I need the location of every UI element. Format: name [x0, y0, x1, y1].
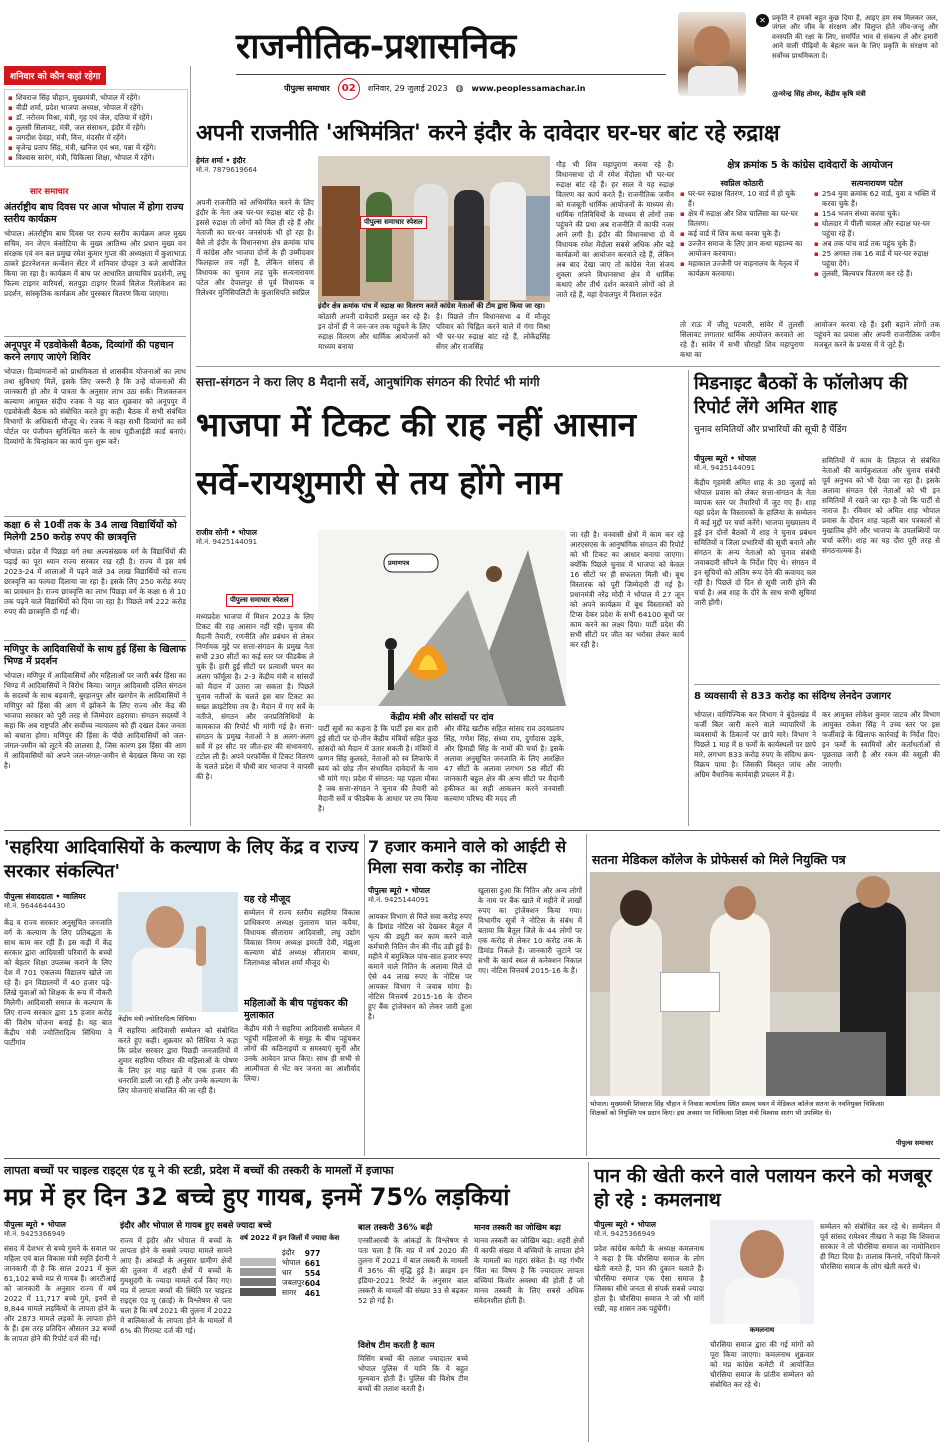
satna-photo: [590, 872, 940, 1096]
masthead-rule: [236, 74, 666, 75]
brief-text: भोपाल। मणिपुर में आदिवासियों और महिलाओं पर जारी बर्बर हिंसा का भिण्ड में आदिवासियों ने विरोध किया। जागृत आदिवासी दलित संगठन के सदस्यों के साथ बड़वानी, बुरहानपुर और खरगोन के आदिवासियों ने मणिपुर को हिंसा की आग में झोंकने के लिए राज्य और केंद्र की भाजपा सरकार को पूरी तरह से जिम्मेदार ठहराया। संगठन सदस्यों ने कहा कि अब राष्ट्रपति और सर्वोच्च न्यायालय को ही दखल देकर जनता को बचाना होगा। मणिपुर की हिंसा के पीछे आदिवासियों को जल-जंगल-जमीन को लूटने की लालसा है, जिस कारण इस हिंसा की आग में आदिवासियों को अपने जल-जंगल-जमीन से बेदखल किया जा रहा है।: [4, 671, 186, 770]
who-where-item: ▪ विश्वास सारंग, मंत्री, चिकित्सा शिक्षा, भोपाल में रहेंगे।: [8, 153, 184, 163]
col3b-text: मिसिंग बच्चों की तलाश ज्यादातर बच्चे भोपाल पुलिस में यानि कि ये बहुत मूल्यवान होती हैं। पुलिस की विशेष टीम बच्चों की तलाश करती है।: [358, 1354, 468, 1393]
column-rule: [588, 1162, 589, 1442]
col4-head: मानव तस्करी का जोखिम बढ़ा: [474, 1223, 561, 1232]
box-item: ▪ तुलसी, बिल्वपत्र वितरण कर रहे हैं।: [814, 269, 940, 279]
minister-photo: [678, 12, 746, 96]
paan-headline: पान की खेती करने वाले पलायन करने को मजबूर हो रहे : कमलनाथ: [594, 1165, 932, 1211]
paan-col1: प्रदेश कांग्रेस कमेटी के अध्यक्ष कमलनाथ ने कहा है कि चौरसिया समाज के लोग खेती करते हैं, पान की दुकान चलाते हैं। चौरसिया समाज एक ऐसा समाज है जिसका सीधे जनता से संपर्क सबसे ज्यादा होता है। चौरसिया समाज ने जो भी मांगें रखी, वह शासन तक पहुंचेंगी।: [594, 1244, 704, 1313]
divider: [4, 830, 940, 831]
who-where-item: ▪ डॉ. नरोत्तम मिश्रा, मंत्री, गृह एवं जेल, दतिया में रहेंगे।: [8, 113, 184, 123]
shah-col1: केंद्रीय गृहमंत्री अमित शाह के 30 जुलाई को भोपाल प्रवास को लेकर सत्ता-संगठन के नेता व्यापक स्तर पर तैयारियों में जुट गए हैं। शाह यहां प्रदेश के विस्तारकों के हालिया के सम्मेलन में कई मुद्दों पर चर्चा करेंगे। भाजपा मुख्यालय में हुई इन दोनों बैठकों में शाह ने चुनाव प्रबंधन समितियों व जिला प्रभारियों की सूची बनाने और संगठन के अन्य नेताओं को चुनाव संबंधी जवाबदारी सौंपने के निर्देश दिए थे। संगठन में इन सूचियों को अंतिम रूप देने की कवायद चल रही है। पिछले दो दिन से सूची जारी होने की चर्चा है। अब शाह के दौरे के साथ सभी सूचियां जारी होंगी।: [694, 478, 816, 607]
brief-text: भोपाल। दिव्यांगजनों को प्राथमिकता से शासकीय योजनाओं का लाभ तथा सुविधाएं मिलें, इसके लिए जरूरी है कि उन्हें योजनाओं की जानकारी हो और वे पात्रता के अनुसार लाभ उठा सकें। निःशक्तजन कल्याण आयुक्त संदीप रजक ने यह बात शुक्रवार को अनूपपुर में एडवोकेसी बैठक को संबोधित करते हुए कही। बैठक में सभी संबंधित विभागों के अधिकारी मौजूद थे। रजक ने कहा सभी दिव्यांगों का सर्वे पोर्टल पर पंजीयन सुनिश्चित करने के साथ यूडीआईडी कार्ड बनाएं। दिव्यांगों के चिन्हांकन का कार्य पुनः शुरू करें।: [4, 367, 186, 446]
byline: पीपुल्स ब्यूरो • भोपाल: [694, 454, 757, 463]
brief-title: मणिपुर के आदिवासियों के साथ हुई हिंसा के खिलाफ भिण्ड में प्रदर्शन: [4, 644, 186, 667]
sahariya-col2: में सहरिया आदिवासी सम्मेलन को संबोधित करते हुए कही। शुक्रवार को सिंधिया ने कहा कि प्रदेश सरकार द्वारा पिछड़ी जनजातियों में शुमार सहरिया परिवार की महिलाओं के पोषण के लिए हर माह खाते में एक हजार की धनराशि डाली जा रही है और उनके कल्याण के लिए योजनाएं संचालित की जा रही हैं।: [118, 1026, 238, 1095]
sahariya-photo: [118, 892, 238, 1012]
brief-2: [4, 340, 186, 523]
district-name: धार: [282, 1268, 292, 1277]
paper-name: पीपुल्स समाचार: [284, 84, 330, 93]
box-item: ▪ कई वार्ड में शिव कथा करवा चुके हैं।: [680, 229, 804, 239]
sahariya-side: [244, 894, 360, 1124]
sahariya-col1: केंद्र व राज्य सरकार अनुसूचित जनजाति वर्ग के कल्याण के लिए प्रतिबद्धता के साथ काम कर रही हैं। इस कड़ी में केंद्र सरकार द्वारा आदिवासी परिवारों के बच्चों को बेहतर शिक्षा उपलब्ध कराने के लिए देश में 701 एकलव्य विद्यालय खोले जा रहे हैं। इन विद्यालयों में 40 हजार पढ़े-लिखे युवाओं को शिक्षक के रूप में नौकरी मिलेगी। आदिवासी समाज के कल्याण के लिए राज्य सरकार द्वारा 15 हजार करोड़ की विशेष योजना बनाई है। यह बात केंद्रीय मंत्री ज्योतिरादित्य सिंधिया ने पार्टीगांव: [4, 918, 112, 1047]
who-where-item: ▪ बृजेन्द्र प्रताप सिंह, मंत्री, खनिज एवं श्रम, पन्ना में रहेंगे।: [8, 143, 184, 153]
col4-text: मानव तस्करी का जोखिम बढ़ा: शहरी क्षेत्रों में काफी संख्या में बच्चियों के लापता होने के मामलों का गहरा संकेत है। यह गंभीर चिंता का विषय है कि ज्यादातर लापता बच्चियां किशोर अवस्था की होती हैं जो मानव तस्करी के लिए सबसे अधिक संवेदनशील होती हैं।: [474, 1236, 584, 1305]
x-logo-icon: ✕: [756, 14, 769, 27]
box-item: ▪ 25 अगस्त तक 16 वार्ड में घर-घर रुद्राक्ष पहुंचा देंगे।: [814, 249, 940, 269]
cartoon-label: प्रमाणपत्र: [388, 559, 410, 567]
quote-box: [672, 8, 940, 104]
missing-col1: संसद में देशभर से बच्चे गुमने के सवाल पर महिला एवं बाल विकास मंत्री स्मृति ईरानी ने जानकारी दी है कि साल 2021 में कुल 61,102 बच्चे मप्र से गायब हैं। आरटीआई को जानकारी के अनुसार राज्य में वर्ष 2022 में 11,717 बच्चे गुमे, इनमें से 8,844 मामले लड़कियों के लापता होने के और 2873 मामले लड़कों के लापता होने के हैं। इस तरह प्रतिदिन औसतन 32 बच्चों के लापता होने की रिपोर्ट दर्ज की गई।: [4, 1244, 116, 1343]
box-item: ▪ उज्जैन समाज के लिए ज्ञान कथा महात्म्य का आयोजन करवाया।: [680, 239, 804, 259]
page-number: 02: [338, 78, 360, 100]
paan-col2: सम्मेलन को संबोधित कर रहे थे। सम्मेलन में पूर्व सांसद रामेश्वर नीखरा ने कहा कि शिवराज सरकार ने तो चौरसिया समाज का नामोनिशान ही मिटा दिया है। तालाब किनारे, नदियों किनारे चौरसिया समाज के लोग खेती करते थे।: [820, 1222, 940, 1271]
story1-col4: गौड़ भी शिव महापुराण करवा रहे हैं। विधानसभा दो में रमेश मेंदोला भी घर-घर रुद्राक्ष बांट रहे हैं। हर साल वे यह रुद्राक्ष वितरण का कार्य करते हैं। राजनीतिक जमीन को मजबूती धार्मिक आयोजनों के माध्यम से। धार्मिक गतिविधियों के माध्यम से लोगों तक पहुंचने की प्रथा अब राजनीति में काफी नजर आने लगी है। इंदौर की विधानसभा दो में विधायक रमेश मेंदोला सबसे अधिक और बड़े कार्यक्रमों का आयोजन करवाते रहे हैं, लेकिन अब बाद देखा जाए तो कांग्रेस नेता संजय शुक्ला अपने विधानसभा क्षेत्र में धार्मिक कथाएं और तीर्थ दर्शन करवाने लोगों को ले जाते रहे हैं, यहां देपालपुर में विशाल रुद्रेत: [556, 160, 674, 299]
box-right-head: सत्यनारायण पटेल: [851, 179, 903, 188]
byline: राजीव सोनी • भोपाल: [196, 528, 257, 537]
masthead-info: [284, 78, 585, 100]
special-tag: पीपुल्स समाचार स्पेशल: [226, 594, 293, 607]
globe-icon: ◍: [455, 84, 464, 94]
box-item: ▪ अब तक पांच वार्ड तक पहुंच चुके हैं।: [814, 239, 940, 249]
main-col1: मध्यप्रदेश भाजपा में मिशन 2023 के लिए टिकट की राह आसान नहीं रही। चुनाव की मैदानी तैयारी, रणनीति और प्रबंधन से लेकर निर्णायक मुद्दे पर सत्ता-संगठन के प्रमुख नेता सभी 230 सीटों का कई स्तर पर फीडबैक ले चुके हैं। हारी हुई सीटों पर प्रत्याशी चयन का अलग फॉर्मूला है। 2-3 केंद्रीय मंत्री व सांसदों को मैदान में उतारा जा सकता है। पिछले चुनाव नतीजों के चलते इस बार टिकट का सख्त क्राइटेरिया तय है। मैदान में गए सर्वे के नतीजे, संगठन और जनप्रतिनिधियों के कामकाज की रिपोर्ट भी मांगी गई है। सत्ता-संगठन के प्रमुख नेताओं ने 8 अलग-अलग सर्वे में हर सीट पर जीत-हार की संभावनाएं, टटोल ली हैं। अपने परफॉर्मेंस में टिकट वितरण के चलते प्रदेश में चौथी बार भाजपा ने वापसी की है।: [196, 612, 314, 781]
districts-table: [240, 1234, 350, 1298]
cartoon-image: [318, 530, 566, 706]
paan-col3: चौरसिया समाज द्वारा की गई मांगों को पूरा किया जाएगा। कमलनाथ शुक्रवार को मप्र कांग्रेस कमेटी में आयोजित चौरसिया समाज के प्रांतीय सम्मेलन को संबोधित कर रहे थे।: [710, 1340, 814, 1389]
who-where-heading: शनिवार को कौन कहां रहेगा: [4, 66, 106, 85]
issue-date: शनिवार, 29 जुलाई 2023: [367, 84, 448, 93]
table-row: [282, 1268, 320, 1278]
mobile-number: मो.नं. 7879619664: [196, 166, 258, 174]
box-title: क्षेत्र क्रमांक 5 के कांग्रेस दावेदारों के आयोजन: [727, 160, 893, 171]
missing-headline: मप्र में हर दिन 32 बच्चे हुए गायब, इनमें 75% लड़कियां: [4, 1183, 510, 1211]
sahariya-photo-caption: केंद्रीय मंत्री ज्योतिरादित्य सिंधिया।: [118, 1015, 197, 1023]
table-row: [282, 1288, 320, 1298]
quote-author: @नरेन्द्र सिंह तोमर, केंद्रीय कृषि मंत्री: [772, 90, 866, 98]
mobile-number: मो.नं. 9425144091: [196, 538, 258, 546]
district-count: 554: [304, 1268, 321, 1278]
sahariya-byline-block: [4, 892, 112, 911]
brief-text: भोपाल। अंतर्राष्ट्रीय बाघ दिवस पर राज्य स्तरीय कार्यक्रम अपर मुख्य सचिव, वन जेएन कंसोटिया के मुख्य आतिथ्य और प्रधान मुख्य वन संरक्षक एवं वन बल प्रमुख रमेश कुमार गुप्ता की अध्यक्षता में कुशाभाऊ ठाकरे इंटरनेशनल कन्वेंशन सेंटर में शनिवार दोपहर 3 बजे आयोजित किया जा रहा है। कार्यक्रम में बाघ पर आधारित छायाचित्र प्रदर्शनी, लघु फिल्म टाइगर वारियर्स, सतपुड़ा टाइगर रिजर्व विलेज रिलोकेशन का प्रदर्शन, सांस्कृतिक कार्यक्रम और पुरस्कार वितरण किया जाएगा।: [4, 229, 186, 298]
district-name: इंदौर: [282, 1248, 295, 1257]
district-count: 977: [304, 1248, 321, 1258]
who-where-list: [4, 89, 188, 167]
missing-col2b: [240, 1310, 352, 1440]
table-row: [282, 1248, 320, 1258]
brief-4: [4, 644, 186, 821]
it-col1: आयकर विभाग से मिले सवा करोड़ रुपए के डिमांड नोटिस को देखकर बैतूल में भृत्य की ड्यूटी कर काम करने वाले कर्मचारी नितिन जैन की नींद उड़ी हुई है। महीने में बमुश्किल पांच-सात हजार रुपए कमाने वाले नितिन के अलावा मिले दो ऐसे 44 लाख रुपए के नोटिस पर आयकर विभाग ने जवाब मांगा है। नोटिस वित्तवर्ष 2015-16 के दौरान हुए बैंक ट्रांजेक्शन को लेकर जारी हुआ है।: [368, 912, 472, 1021]
satna-caption: भोपाल। मुख्यमंत्री शिवराज सिंह चौहान ने निवास कार्यालय स्थित समत्व भवन में मेडिकल कॉलेज सतना के नवनियुक्त चिकित्सा शिक्षकों को नियुक्ति पत्र प्रदान किए। इस अवसर पर चिकित्सा शिक्षा मंत्री विश्वास सारंग भी उपस्थित थे।: [590, 1100, 884, 1117]
brief-title: अनूपपुर में एडवोकेसी बैठक, दिव्यांगों की पहचान करने लगाए जाएंगे शिविर: [4, 340, 174, 363]
main-headline-1: भाजपा में टिकट की राह नहीं आसान: [196, 405, 637, 444]
box-right: [814, 178, 940, 279]
table-title: वर्ष 2022 में इन जिलों में ज्यादा केस: [240, 1234, 340, 1242]
box-item: ▪ महाकाल उज्जैनी पर वाहनालय के नेतृत्व में कार्यक्रम करवाया।: [680, 259, 804, 279]
books-graphic: [240, 1258, 276, 1298]
satna-credit: पीपुल्स समाचार: [896, 1139, 934, 1147]
lenden-col1: भोपाल। वाणिज्यिक कर विभाग ने बुंदेलखंड में फर्जी बिल जारी करने वाले व्यापारियों के व्यवसायों के ठिकानों पर छापे मारे। विभाग ने पिछले 1 माह में 8 फर्मों के कार्यस्थलों पर छापे मारे, लगभग 833 करोड़ रुपए के संदिग्ध क्रय-विक्रय पाया है। जिसकी विस्तृत जांच और अग्रिम वैधानिक कार्यवाही प्रचलन में है।: [694, 710, 816, 779]
cartoon-drawing: [318, 530, 566, 706]
box-right-list: [814, 189, 940, 279]
special-tag: पीपुल्स समाचार स्पेशल: [360, 216, 427, 229]
story1-col3: है। पिछले तीन विधानसभा 4 में मौजूद परिवार को चिह्नित करने वाले में गंगा मिश्रा भी घर-घर रुद्राक्ष बांट रहे हैं, लोकेंद्रसिंह सेंगर और राजसिंह: [436, 312, 550, 351]
missing-col2: राज्य में इंदौर और भोपाल में बच्चों के लापता होने के सबसे ज्यादा मामले सामने आए हैं। आंकड़ों के अनुसार ग्रामीण क्षेत्रों की तुलना में शहरी क्षेत्रों में बच्चों के गुमशुदगी के ज्यादा मामले दर्ज किए गए। मप्र में लापता बच्चों की स्थिति पर चाइल्ड राइट्स एंड यू (क्राई) के विश्लेषण से पता चला है कि वर्ष 2021 की तुलना में 2022 में बालिकाओं के लापता होने के मामलों में 6% की गिरावट दर्ज की गई।: [120, 1236, 232, 1335]
district-name: जबलपुर: [282, 1278, 305, 1287]
brief-title: कक्षा 6 से 10वीं तक के 34 लाख विद्यार्थियों को मिलेगी 250 करोड़ रुपए की छात्रवृत्ति: [4, 520, 177, 543]
lenden-headline: 8 व्यवसायी से 833 करोड़ का संदिग्ध लेनदेन उजागर: [694, 691, 891, 702]
district-count: 461: [304, 1288, 321, 1298]
sub-text: केंद्रीय मंत्री ने सहरिया आदिवासी सम्मेलन में पहुंची महिलाओं के समूह के बीच पहुंचकर लोगों की कठिनाइयों व समस्याएं सुनीं और उनके आवेदन प्राप्त किए। साथ ही सभी से आत्मीयता से भेंट कर जनता का आशीर्वाद लिया।: [244, 1024, 360, 1083]
byline: पीपुल्स ब्यूरो • भोपाल: [594, 1220, 657, 1229]
main-col4: जा रही है। वनवासी क्षेत्रों में काम कर रहे आरएसएस के आनुषांगिक संगठन की रिपोर्ट को भी टिकट का आधार बनाया जाएगा। क्योंकि पिछले चुनाव में भाजपा को केवल 16 सीटों पर ही सफलता मिली थी। बूथ विस्तारक को पूरी जिम्मेदारी दी गई है। प्रधानमंत्री नरेंद्र मोदी ने भोपाल में 27 जून को अपने कार्यक्रम में बूथ विस्तारकों को टिप्स देकर प्रदेश के सभी 64100 बूथों पर काम करने का लक्ष्य दिया। पार्टी प्रदेश की सभी सीटों पर जीत का भरोसा लेकर कार्य कर रही है।: [570, 530, 684, 649]
col3-head: बाल तस्करी 36% बढ़ी: [358, 1223, 433, 1233]
missing-kicker: लापता बच्चों पर चाइल्ड राइट्स एंड यू ने की स्टडी, प्रदेश में बच्चों की तस्करी के मामलों में इजाफा: [4, 1164, 394, 1177]
mobile-number: मो.नं. 9644644430: [4, 902, 66, 910]
story1-col2: कोठारी अपनी दावेदारी प्रस्तुत कर रहे हैं। इन दोनों ही ने जन-जन तक पहुंचने के लिए रुद्राक्ष वितरण और धार्मिक आयोजनों को माध्यम बनाया: [318, 312, 430, 351]
main-col3: और वीरेंद्र खटीक सहित सांसद राव उदयप्रताप सिंह, गणेश सिंह, संध्या राय, दुर्गादास उइके, और हिमाद्री सिंह के नामों की चर्चा है। इसके अलावा अनुसूचित जनजाति के लिए आरक्षित 47 सीटों के अलावा लगभग 58 सीटों की जानकारी बहुल क्षेत्र की अन्य सीटों पर मैदानी हकीकत का सही आकलन करने वनवासी कल्याण परिषद की मदद ली: [444, 724, 564, 803]
brief-title: अंतर्राष्ट्रीय बाघ दिवस पर आज भोपाल में होगा राज्य स्तरीय कार्यक्रम: [4, 202, 184, 225]
byline: हेमंत शर्मा • इंदौर: [196, 156, 246, 165]
section-title: राजनीतिक-प्रशासनिक: [236, 27, 517, 67]
shah-headline: मिडनाइट बैठकों के फॉलोअप की रिपोर्ट लेंगे अमित शाह: [694, 373, 908, 418]
col3-text: एनसीआरबी के आंकड़ों के विश्लेषण से पता चला है कि मप्र में वर्ष 2020 की तुलना में 2021 में बाल तस्करी के मामलों में 36% की वृद्धि हुई है। क्राइम इन इंडिया-2021 रिपोर्ट के अनुसार बाल तस्करी के मामलों की संख्या 33 से बढ़कर 52 हो गई है।: [358, 1236, 468, 1305]
divider: [4, 516, 186, 517]
table-row: [282, 1278, 320, 1288]
sahariya-headline: 'सहरिया आदिवासियों के कल्याण के लिए केंद्र व राज्य सरकार संकल्पित': [4, 837, 359, 882]
main-headline-2: सर्वे-रायशुमारी से तय होंगे नाम: [196, 463, 562, 502]
district-count: 604: [304, 1278, 321, 1288]
mobile-number: मो.नं. 9425144091: [694, 464, 756, 472]
mobile-number: मो.नं. 9425366949: [4, 1230, 66, 1238]
who-where-item: ▪ तुलसी सिलावट, मंत्री, जल संसाधन, इंदौर में रहेंगे।: [8, 123, 184, 133]
main-byline-block: [196, 528, 314, 547]
byline: पीपुल्स संवाददाता • ग्वालियर: [4, 892, 86, 901]
story1-caption: इंदौर क्षेत्र क्रमांक पांच में रुद्राक्ष का वितरण करते कांग्रेस नेताओं की टीम द्वारा किया जा रहा।: [318, 302, 545, 310]
table-row: [282, 1258, 320, 1268]
main-col2: पार्टी सूत्रों का कहना है कि पार्टी इस बार हारी हुई सीटों पर दो-तीन केंद्रीय मंत्रियों सहित कुछ सांसदों को मैदान में उतार सकती है। मंत्रियों में फग्गन सिंह कुलस्ते, नेताओं को स्व लिफाफे में स्वयं को छोड़ तीन संभावित दावेदारों के नाम भी मांगे गए। प्रदेश में संगठन: यह पहला मौका है जब सत्ता-संगठन ने चुनाव की तैयारी को मैदानी सर्वे व फीडबैक के आधार पर तय किया है।: [318, 724, 438, 813]
kamalnath-caption: कमलनाथ: [749, 1326, 775, 1334]
col3-subhead: विशेष टीम करती है काम: [358, 1341, 435, 1351]
story1-col1: अपनी राजनीति को अभिमंत्रित करने के लिए इंदौर के नेता अब घर-घर रुद्राक्ष बांट रहे हैं। इससे रुद्राक्ष तो लोगों को मिल ही रहे हैं और नेताजी का घर-घर जनसंपर्क भी हो रहा है। बैसे तो इंदौर के विधानसभा क्षेत्र क्रमांक पांच में कांग्रेस और भाजपा दोनों के ही उम्मीदवार फिलहाल तय नहीं है, लेकिन सांसद से विधायक का चुनाव लड़ चुके सत्यनारायण पटेल और देपालपुर से पूर्व विधायक व रिलेश्वर मुनिसिपलिटी के कुलाधिपति स्वप्निल: [196, 198, 314, 297]
brief-3: [4, 520, 186, 637]
brief-1: [4, 202, 186, 347]
missing-col2-head: इंदौर और भोपाल से गायब हुए सबसे ज्यादा बच्चे: [120, 1221, 272, 1231]
column-rule: [190, 66, 191, 826]
congress-events-box: [680, 160, 940, 318]
column-rule: [586, 834, 587, 1156]
lenden-col2: कर आयुक्त लोकेश कुमार जाटव और विभाग आयुक्त राकेश सिंह ने उच्च स्तर पर इस फर्जीवाड़े के खिलाफ कार्रवाई के निर्देश दिए। इन फर्मों के स्वामियों और कर्ताधर्ताओं से पूछताछ जारी है और रकम की वसूली की जाएगी।: [822, 710, 940, 769]
main-kicker: सत्ता-संगठन ने करा लिए 8 मैदानी सर्वे, आनुषांगिक संगठन की रिपोर्ट भी मांगी: [196, 375, 540, 389]
shah-subhead: चुनाव समितियों और प्रभारियों की सूची है पेंडिंग: [694, 425, 847, 435]
district-name: सागर: [282, 1288, 297, 1297]
cartoon-caption: केंद्रीय मंत्री और सांसदों पर दांव: [390, 713, 494, 723]
shah-byline-block: [694, 454, 816, 473]
mobile-number: मो.नं. 9425366949: [594, 1230, 656, 1238]
missing-col3-block: [358, 1222, 468, 1424]
missing-col4-block: [474, 1222, 584, 1432]
quote-text: प्रकृति ने हमको बहुत कुछ दिया है, आइए हम सब मिलकर जल, जंगल और जीव के संरक्षण और विलुप्त होते जीव-जन्तु और वनस्पति की रक्षा के लिए, समर्पित भाव से संकल्प लें और हमारी आने वाली पीढ़ियों के बेहतर कल के लिए प्रकृति के संरक्षण को सर्वोच्च प्राथमिकता दें।: [772, 14, 938, 60]
column-rule: [364, 834, 365, 1156]
side-text: सम्मेलन में राज्य स्तरीय सहरिया विकास प्राधिकरण अध्यक्ष तुलाराम चाल कपैया, विधायक सीताराम आदिवासी, लघु उद्योग विकास निगम अध्यक्ष इमरती देवी, मंझुआ कल्याण बोर्ड अध्यक्ष सीताराम बाथम, जिलाध्यक्ष कौशल शर्मा मौजूद थे।: [244, 908, 360, 967]
box-item: ▪ 154 भजन संध्या करवा चुके।: [814, 209, 940, 219]
brief-text: भोपाल। प्रदेश में पिछड़ा वर्ग तथा अल्पसंख्यक वर्ग के विद्यार्थियों की पढ़ाई का पूरा ध्यान राज्य सरकार रख रही है। राज्य में इस वर्ष 2023-24 में शालाओं में पढ़ने वाले 34 लाख विद्यार्थियों को राज्य छात्रवृत्ति का फायदा दिलाया जा रहा है। इसके लिए 250 करोड़ रुपए का प्रावधान है। राज्य छात्रवृत्ति का लाभ पिछड़ा वर्ग के कक्षा 6 से 10 तक पढ़ने वाले विद्यार्थियों को दिया जा रहा है। पिछले वर्ष 222 करोड़ रुपए की छात्रवृत्ति दी गई थी।: [4, 547, 186, 616]
box-item: ▪ क्षेत्र में रुद्राक्ष और शिव चालिसा का घर-घर वितरण।: [680, 209, 804, 229]
website-link[interactable]: www.peoplessamachar.in: [471, 84, 586, 93]
who-where-item: ▪ जगदीश देवड़ा, मंत्री, वित्त, मंदसौर में रहेंगे।: [8, 133, 184, 143]
box-left-head: स्वप्निल कोठारी: [720, 179, 764, 188]
story1-col5: तो राऊ में जीतू पटवारी, सांवेर में तुलसी सिलावट लगातार धार्मिक आयोजन करवाते आ रहे हैं। सांवेर में सभी चौराहों शिव महापुराण कथा का: [680, 320, 804, 359]
kamalnath-photo: [710, 1220, 814, 1324]
box-left: [680, 178, 804, 279]
shah-col2: समितियों में काम के लिहाज से संबंधित नेताओं की कार्यकुशलता और चुनाव संबंधी पूर्व अनुभव को भी देखा जा रहा है। इसके अलावा संगठन ऐसे नेताओं को भी इन समितियों में रखने जा रहा है जो कि पार्टी से नाराज हैं। रविवार को अमित शाह भोपाल प्रवास के दौरान शाह पहली बार पत्रकारों से मुखातिब होंगे और भाजपा के उपलब्धियों पर चर्चा करेंगे। शाह का यह दौरा पूरी तरह से संगठनात्मक है।: [822, 456, 940, 555]
paan-byline-block: [594, 1220, 704, 1239]
mobile-number: मो.नं. 9425144091: [368, 896, 430, 904]
district-stats: [282, 1248, 320, 1298]
story1-photo: [318, 156, 550, 302]
it-headline: 7 हजार कमाने वाले को आईटी से मिला सवा करोड़ का नोटिस: [368, 837, 567, 877]
it-byline-block: [368, 886, 472, 905]
district-count: 661: [304, 1258, 321, 1268]
box-item: ▪ घर-घर रुद्राक्ष वितरण, 10 वार्ड में हो चुके हैं।: [680, 189, 804, 209]
byline: पीपुल्स ब्यूरो • भोपाल: [4, 1220, 67, 1229]
box-left-list: [680, 189, 804, 279]
who-where-box: [4, 64, 188, 176]
divider: [4, 640, 186, 641]
brief-label: सार समाचार: [30, 187, 69, 197]
divider: [196, 366, 940, 367]
divider: [4, 336, 186, 337]
it-col2: खुलासा हुआ कि नितिन और अन्य लोगों के नाम पर बैंक खाते में महीने में लाखों रुपए का ट्रांजेक्शन किया गया। विभागीय सूत्रों ने नोटिस के संबंध में बताया कि बैतूल जिले के 44 लोगों पर एक करोड़ से लेकर 10 करोड़ तक के डिमांड निकले हैं। जानकारी जुटाने पर सभी के कार्य स्थल से कनेक्शन निकाल गए। नोटिस वित्तवर्ष 2015-16 के हैं।: [478, 886, 582, 975]
missing-byline-block: [4, 1220, 116, 1239]
divider: [694, 684, 940, 685]
story1-headline: अपनी राजनीति 'अभिमंत्रित' करने इंदौर के दावेदार घर-घर बांट रहे रुद्राक्ष: [196, 121, 780, 146]
divider: [4, 1158, 940, 1159]
who-where-item: ▪ वीडी शर्मा, प्रदेश भाजपा अध्यक्ष, भोपाल में रहेंगे।: [8, 103, 184, 113]
sub-head: महिलाओं के बीच पहुंचकर की मुलाकात: [244, 998, 348, 1021]
side-head: यह रहे मौजूद: [244, 894, 291, 905]
who-where-item: ▪ शिवराज सिंह चौहान, मुख्यमंत्री, भोपाल में रहेंगे।: [8, 93, 184, 103]
satna-headline: सतना मेडिकल कॉलेज के प्रोफेसर्स को मिले नियुक्ति पत्र: [592, 852, 846, 867]
box-after-text: आयोजन करवा रहे हैं। इसी बहाने लोगों तक पहुंचने का प्रयास और अपनी राजनीतिक जमीन मजबूत करने के प्रयास में ये जुटे हैं।: [814, 320, 940, 349]
box-item: ▪ घोलदार में पीली चावल और रुद्राक्ष घर-घर पहुंचा रहे हैं।: [814, 219, 940, 239]
column-rule: [688, 370, 689, 826]
story1-byline-block: [196, 156, 314, 175]
byline: पीपुल्स ब्यूरो • भोपाल: [368, 886, 431, 895]
district-name: भोपाल: [282, 1258, 301, 1267]
box-item: ▪ 254 युवा क्रमांक 62 वार्ड, युवा व भक्ति में करवा चुके हैं।: [814, 189, 940, 209]
